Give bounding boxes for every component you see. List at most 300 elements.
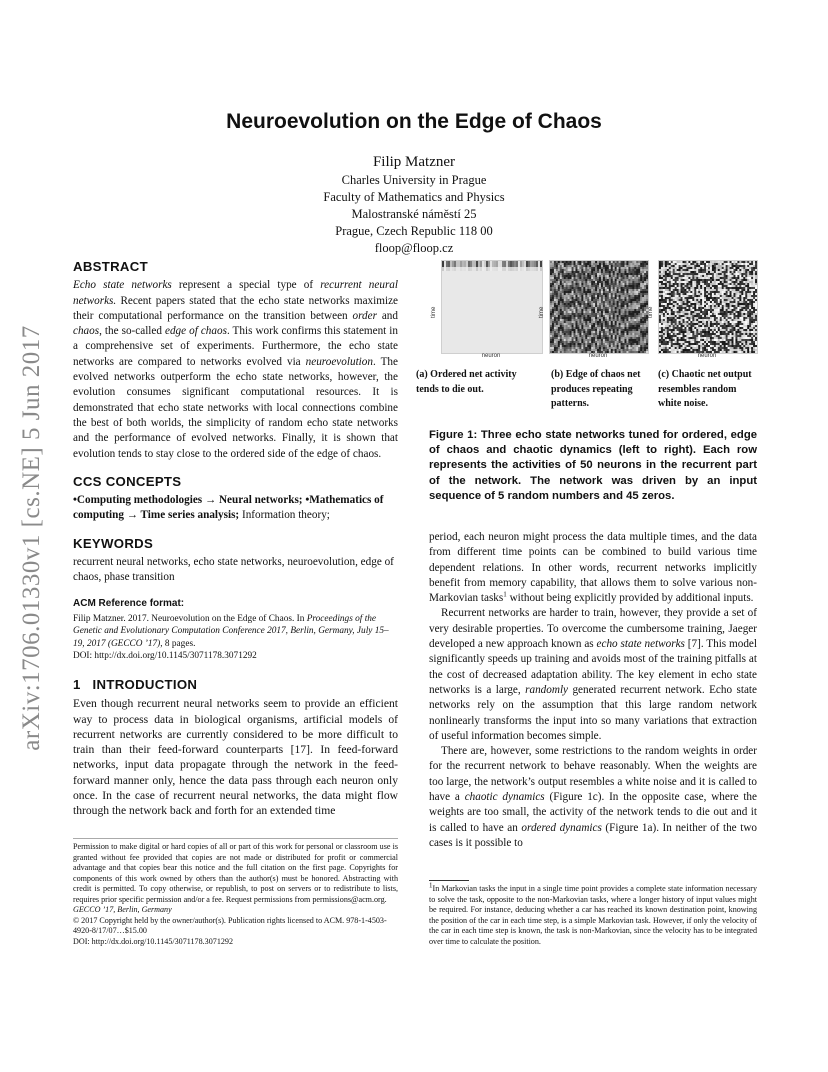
activity-cell xyxy=(480,323,482,325)
activity-cell xyxy=(692,271,694,273)
activity-cell xyxy=(554,321,556,323)
activity-cell xyxy=(683,273,685,275)
activity-cell xyxy=(498,343,500,345)
activity-cell xyxy=(550,281,552,283)
activity-cell xyxy=(583,277,585,279)
activity-cell xyxy=(498,349,500,351)
activity-cell xyxy=(512,319,514,321)
activity-cell xyxy=(619,311,621,313)
activity-cell xyxy=(611,325,613,327)
activity-cell xyxy=(570,279,572,281)
activity-cell xyxy=(498,331,500,333)
activity-cell xyxy=(613,287,615,289)
activity-cell xyxy=(556,315,558,317)
activity-cell xyxy=(560,311,562,313)
activity-cell xyxy=(516,339,518,341)
activity-cell xyxy=(508,263,510,265)
activity-cell xyxy=(462,267,464,269)
activity-cell xyxy=(456,313,458,315)
activity-cell xyxy=(516,281,518,283)
activity-cell xyxy=(661,261,663,263)
activity-cell xyxy=(550,331,552,333)
activity-cell xyxy=(669,261,671,263)
activity-cell xyxy=(624,267,626,269)
activity-cell xyxy=(536,335,538,337)
activity-cell xyxy=(684,269,686,271)
activity-cell xyxy=(538,271,540,273)
activity-cell xyxy=(470,347,472,349)
activity-cell xyxy=(452,335,454,337)
activity-cell xyxy=(636,299,638,301)
activity-cell xyxy=(476,277,478,279)
activity-cell xyxy=(566,277,568,279)
activity-cell xyxy=(558,287,560,289)
activity-cell xyxy=(619,313,621,315)
activity-cell xyxy=(464,271,466,273)
activity-cell xyxy=(577,261,579,263)
activity-cell xyxy=(470,267,472,269)
activity-cell xyxy=(671,275,673,277)
activity-cell xyxy=(572,325,574,327)
activity-cell xyxy=(628,327,630,329)
activity-cell xyxy=(508,343,510,345)
activity-cell xyxy=(470,305,472,307)
activity-cell xyxy=(579,293,581,295)
activity-cell xyxy=(566,321,568,323)
activity-cell xyxy=(486,267,488,269)
activity-cell xyxy=(510,327,512,329)
activity-cell xyxy=(442,291,444,293)
activity-cell xyxy=(450,305,452,307)
activity-cell xyxy=(552,337,554,339)
activity-cell xyxy=(562,261,564,263)
activity-cell xyxy=(665,275,667,277)
activity-cell xyxy=(484,333,486,335)
activity-cell xyxy=(476,329,478,331)
activity-cell xyxy=(558,273,560,275)
activity-cell xyxy=(524,281,526,283)
activity-cell xyxy=(458,307,460,309)
permission-doi[interactable]: DOI: http://dx.doi.org/10.1145/3071178.3071292 xyxy=(73,936,234,946)
activity-cell xyxy=(568,295,570,297)
activity-cell xyxy=(611,349,613,351)
activity-cell xyxy=(498,323,500,325)
activity-cell xyxy=(581,295,583,297)
activity-cell xyxy=(617,335,619,337)
activity-cell xyxy=(460,329,462,331)
activity-cell xyxy=(751,265,753,267)
activity-cell xyxy=(452,263,454,265)
activity-cell xyxy=(556,263,558,265)
activity-cell xyxy=(482,317,484,319)
activity-cell xyxy=(472,275,474,277)
acm-ref-doi[interactable]: DOI: http://dx.doi.org/10.1145/3071178.3071292 xyxy=(73,651,257,662)
activity-cell xyxy=(626,327,628,329)
activity-cell xyxy=(508,315,510,317)
activity-cell xyxy=(536,341,538,343)
activity-cell xyxy=(506,261,508,263)
activity-cell xyxy=(575,341,577,343)
activity-cell xyxy=(498,285,500,287)
activity-cell xyxy=(474,275,476,277)
activity-cell xyxy=(450,285,452,287)
activity-cell xyxy=(575,329,577,331)
activity-cell xyxy=(470,315,472,317)
activity-cell xyxy=(607,303,609,305)
activity-cell xyxy=(450,333,452,335)
activity-cell xyxy=(540,293,542,295)
activity-cell xyxy=(556,337,558,339)
activity-cell xyxy=(579,307,581,309)
activity-cell xyxy=(444,275,446,277)
activity-cell xyxy=(534,277,536,279)
activity-cell xyxy=(696,265,698,267)
activity-cell xyxy=(677,275,679,277)
activity-cell xyxy=(510,293,512,295)
activity-cell xyxy=(520,305,522,307)
activity-cell xyxy=(601,269,603,271)
activity-cell xyxy=(444,287,446,289)
activity-cell xyxy=(634,297,636,299)
activity-cell xyxy=(597,279,599,281)
activity-cell xyxy=(587,293,589,295)
activity-cell xyxy=(560,293,562,295)
activity-cell xyxy=(514,319,516,321)
activity-cell xyxy=(640,329,642,331)
activity-cell xyxy=(528,329,530,331)
activity-cell xyxy=(478,271,480,273)
activity-cell xyxy=(516,301,518,303)
activity-cell xyxy=(538,285,540,287)
activity-cell xyxy=(506,331,508,333)
activity-cell xyxy=(524,313,526,315)
activity-cell xyxy=(581,273,583,275)
activity-cell xyxy=(506,263,508,265)
activity-cell xyxy=(574,321,576,323)
activity-cell xyxy=(632,279,634,281)
activity-cell xyxy=(599,307,601,309)
activity-cell xyxy=(552,303,554,305)
activity-cell xyxy=(520,341,522,343)
activity-cell xyxy=(624,269,626,271)
activity-cell xyxy=(617,319,619,321)
activity-cell xyxy=(506,333,508,335)
activity-cell xyxy=(456,271,458,273)
activity-cell xyxy=(733,263,735,265)
activity-cell xyxy=(642,321,644,323)
activity-cell xyxy=(536,313,538,315)
activity-cell xyxy=(710,265,712,267)
activity-cell xyxy=(626,289,628,291)
activity-cell xyxy=(492,269,494,271)
activity-cell xyxy=(490,285,492,287)
activity-cell xyxy=(482,309,484,311)
activity-cell xyxy=(605,293,607,295)
activity-cell xyxy=(636,305,638,307)
activity-cell xyxy=(520,301,522,303)
activity-cell xyxy=(624,281,626,283)
activity-cell xyxy=(617,265,619,267)
activity-cell xyxy=(532,293,534,295)
activity-cell xyxy=(530,313,532,315)
activity-cell xyxy=(646,261,648,263)
activity-cell xyxy=(673,267,675,269)
activity-cell xyxy=(626,283,628,285)
activity-cell xyxy=(636,341,638,343)
activity-cell xyxy=(464,317,466,319)
activity-cell xyxy=(496,329,498,331)
activity-cell xyxy=(504,325,506,327)
activity-cell xyxy=(564,261,566,263)
activity-cell xyxy=(609,341,611,343)
activity-cell xyxy=(452,271,454,273)
activity-cell xyxy=(480,349,482,351)
activity-cell xyxy=(558,295,560,297)
activity-cell xyxy=(492,279,494,281)
activity-cell xyxy=(494,319,496,321)
activity-cell xyxy=(550,327,552,329)
activity-cell xyxy=(538,263,540,265)
activity-cell xyxy=(510,311,512,313)
activity-cell xyxy=(572,299,574,301)
activity-cell xyxy=(558,309,560,311)
activity-cell xyxy=(624,315,626,317)
activity-cell xyxy=(624,331,626,333)
activity-cell xyxy=(448,331,450,333)
activity-cell xyxy=(472,323,474,325)
activity-cell xyxy=(605,329,607,331)
activity-cell xyxy=(532,313,534,315)
activity-cell xyxy=(587,329,589,331)
activity-cell xyxy=(556,313,558,315)
activity-cell xyxy=(530,319,532,321)
activity-cell xyxy=(506,285,508,287)
activity-cell xyxy=(615,279,617,281)
activity-cell xyxy=(628,293,630,295)
activity-cell xyxy=(558,261,560,263)
activity-cell xyxy=(683,263,685,265)
activity-cell xyxy=(510,299,512,301)
activity-cell xyxy=(456,317,458,319)
activity-cell xyxy=(591,325,593,327)
activity-cell xyxy=(500,279,502,281)
activity-cell xyxy=(494,327,496,329)
activity-cell xyxy=(593,285,595,287)
activity-cell xyxy=(585,309,587,311)
activity-cell xyxy=(550,305,552,307)
activity-cell xyxy=(466,291,468,293)
activity-cell xyxy=(581,317,583,319)
activity-cell xyxy=(466,273,468,275)
activity-cell xyxy=(520,329,522,331)
activity-cell xyxy=(494,269,496,271)
activity-cell xyxy=(587,315,589,317)
activity-cell xyxy=(599,327,601,329)
activity-cell xyxy=(644,327,646,329)
activity-cell xyxy=(570,277,572,279)
activity-cell xyxy=(462,313,464,315)
activity-cell xyxy=(558,311,560,313)
activity-cell xyxy=(568,341,570,343)
activity-cell xyxy=(482,281,484,283)
activity-cell xyxy=(554,297,556,299)
activity-cell xyxy=(572,295,574,297)
activity-cell xyxy=(619,349,621,351)
activity-cell xyxy=(626,267,628,269)
activity-cell xyxy=(532,307,534,309)
activity-cell xyxy=(597,285,599,287)
activity-cell xyxy=(492,273,494,275)
activity-cell xyxy=(494,287,496,289)
activity-cell xyxy=(516,333,518,335)
activity-cell xyxy=(749,265,751,267)
activity-cell xyxy=(587,295,589,297)
activity-cell xyxy=(684,273,686,275)
activity-cell xyxy=(624,295,626,297)
activity-cell xyxy=(496,339,498,341)
activity-cell xyxy=(607,339,609,341)
activity-cell xyxy=(568,331,570,333)
activity-cell xyxy=(587,341,589,343)
activity-cell xyxy=(564,327,566,329)
activity-cell xyxy=(605,327,607,329)
activity-cell xyxy=(454,335,456,337)
activity-cell xyxy=(560,315,562,317)
activity-cell xyxy=(446,283,448,285)
activity-cell xyxy=(504,281,506,283)
activity-cell xyxy=(492,263,494,265)
activity-cell xyxy=(506,319,508,321)
activity-cell xyxy=(488,331,490,333)
activity-cell xyxy=(540,339,542,341)
activity-cell xyxy=(528,285,530,287)
activity-cell xyxy=(468,309,470,311)
activity-cell xyxy=(488,311,490,313)
activity-cell xyxy=(634,287,636,289)
activity-cell xyxy=(568,327,570,329)
activity-cell xyxy=(490,327,492,329)
ccs-text: •Computing methodologies → Neural networks; •Mathematics of computing → Time series analysis; Information theory; xyxy=(73,494,384,522)
activity-cell xyxy=(613,313,615,315)
activity-cell xyxy=(552,263,554,265)
activity-cell xyxy=(510,271,512,273)
activity-cell xyxy=(504,319,506,321)
activity-cell xyxy=(621,343,623,345)
activity-cell xyxy=(694,273,696,275)
activity-cell xyxy=(626,335,628,337)
activity-cell xyxy=(574,299,576,301)
activity-cell xyxy=(558,329,560,331)
activity-cell xyxy=(446,301,448,303)
activity-cell xyxy=(552,309,554,311)
activity-cell xyxy=(634,291,636,293)
activity-cell xyxy=(488,313,490,315)
activity-cell xyxy=(617,303,619,305)
activity-cell xyxy=(609,347,611,349)
activity-cell xyxy=(613,261,615,263)
activity-cell xyxy=(628,301,630,303)
activity-cell xyxy=(640,287,642,289)
activity-cell xyxy=(712,271,714,273)
activity-cell xyxy=(466,283,468,285)
activity-cell xyxy=(568,311,570,313)
activity-cell xyxy=(644,313,646,315)
activity-cell xyxy=(448,315,450,317)
activity-cell xyxy=(644,275,646,277)
activity-cell xyxy=(638,289,640,291)
activity-cell xyxy=(518,265,520,267)
activity-cell xyxy=(560,319,562,321)
activity-cell xyxy=(464,279,466,281)
activity-cell xyxy=(613,327,615,329)
activity-cell xyxy=(575,277,577,279)
activity-cell xyxy=(524,331,526,333)
activity-cell xyxy=(494,275,496,277)
activity-cell xyxy=(570,327,572,329)
activity-cell xyxy=(581,277,583,279)
author-email[interactable]: floop@floop.cz xyxy=(374,241,454,255)
activity-cell xyxy=(538,343,540,345)
activity-cell xyxy=(452,343,454,345)
activity-cell xyxy=(482,333,484,335)
activity-cell xyxy=(599,263,601,265)
activity-cell xyxy=(482,349,484,351)
activity-cell xyxy=(638,299,640,301)
activity-cell xyxy=(506,335,508,337)
activity-cell xyxy=(520,315,522,317)
activity-cell xyxy=(572,261,574,263)
activity-cell xyxy=(585,311,587,313)
activity-cell xyxy=(564,271,566,273)
activity-cell xyxy=(607,325,609,327)
permission-text: Permission to make digital or hard copies of all or part of this work for personal or classroom use is granted without fee provided that copies are not made or distributed for profit or commercial advantage and that copies bear this notice and the full citation on the first page. Copyrights for components of this work owned by others than the author(s) must be honored. Abstracting with credit is permitted. To copy otherwise, or republish, to post on servers or to redistribute to lists, requires prior specific permission and/or a fee. Request permissions from permissions@acm.org. xyxy=(73,842,398,904)
activity-cell xyxy=(478,337,480,339)
activity-cell xyxy=(516,269,518,271)
activity-cell xyxy=(566,329,568,331)
activity-cell xyxy=(506,343,508,345)
activity-cell xyxy=(474,315,476,317)
activity-cell xyxy=(615,303,617,305)
activity-cell xyxy=(460,323,462,325)
activity-cell xyxy=(526,297,528,299)
activity-cell xyxy=(589,283,591,285)
activity-cell xyxy=(504,301,506,303)
activity-cell xyxy=(583,269,585,271)
activity-cell xyxy=(583,345,585,347)
activity-cell xyxy=(450,329,452,331)
activity-cell xyxy=(716,261,718,263)
activity-cell xyxy=(684,271,686,273)
activity-cell xyxy=(642,285,644,287)
activity-cell xyxy=(514,273,516,275)
activity-cell xyxy=(568,277,570,279)
activity-cell xyxy=(636,261,638,263)
activity-cell xyxy=(506,275,508,277)
activity-cell xyxy=(735,273,737,275)
activity-cell xyxy=(504,275,506,277)
activity-cell xyxy=(597,263,599,265)
activity-cell xyxy=(506,293,508,295)
activity-cell xyxy=(572,269,574,271)
activity-cell xyxy=(623,269,625,271)
activity-cell xyxy=(496,325,498,327)
activity-cell xyxy=(712,273,714,275)
activity-cell xyxy=(512,281,514,283)
activity-cell xyxy=(599,311,601,313)
activity-cell xyxy=(470,327,472,329)
activity-cell xyxy=(460,301,462,303)
activity-cell xyxy=(478,313,480,315)
